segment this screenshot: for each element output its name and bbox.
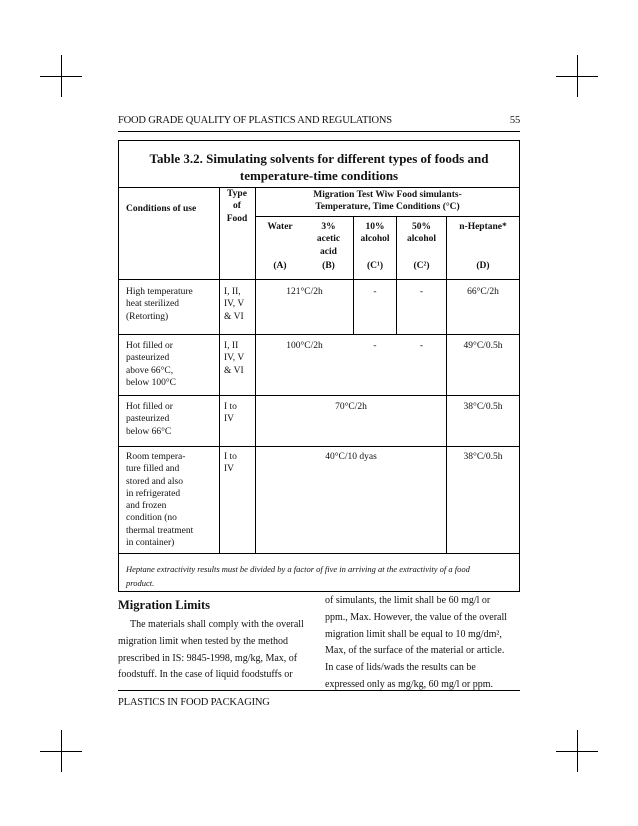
table-cell-merged: 70°C/2h bbox=[335, 402, 367, 412]
col-header-type: Type of Food bbox=[226, 189, 248, 224]
table-row-conditions: Hot filled or pasteurized below 66°C bbox=[126, 402, 173, 437]
table-row-type: I to IV bbox=[224, 452, 237, 475]
table-cell-d: 38°C/0.5h bbox=[463, 402, 503, 412]
rule bbox=[119, 187, 519, 188]
subheader-alcohol-50: 50% alcohol bbox=[406, 222, 437, 245]
rule bbox=[119, 446, 519, 447]
table-cell-d: 49°C/0.5h bbox=[463, 341, 503, 351]
subheader-heptane-code: (D) bbox=[476, 261, 490, 271]
table-cell-c1: - bbox=[373, 287, 377, 297]
running-footer: PLASTICS IN FOOD PACKAGING bbox=[118, 697, 270, 708]
table-row-conditions: High temperature heat sterilized (Retorting) bbox=[126, 287, 193, 322]
table-title-cont: temperature-time conditions bbox=[239, 168, 399, 183]
subheader-heptane: n-Heptane* bbox=[459, 222, 507, 232]
footer-rule bbox=[118, 690, 520, 691]
crop-mark bbox=[61, 730, 62, 772]
table-cell-ab: 100°C/2h bbox=[286, 341, 323, 351]
crop-mark bbox=[577, 730, 578, 772]
table-footnote: Heptane extractivity results must be divided by a factor of five in arriving at the extractivity of a food product. bbox=[126, 564, 470, 588]
table-row-type: I to IV bbox=[224, 402, 237, 425]
subheader-alcohol-50-code: (C²) bbox=[413, 261, 430, 271]
subheader-water-code: (A) bbox=[273, 261, 287, 271]
subheader-water: Water bbox=[267, 222, 293, 232]
table-row-type: I, II IV, V & VI bbox=[224, 341, 245, 376]
table-title: Table 3.2. Simulating solvents for different types of foods and bbox=[149, 151, 489, 166]
subheader-acetic: 3% acetic acid bbox=[316, 222, 341, 257]
subheader-alcohol-10: 10% alcohol bbox=[360, 222, 390, 245]
rule bbox=[255, 216, 519, 217]
col-header-conditions: Conditions of use bbox=[126, 204, 197, 214]
table-cell-merged: 40°C/10 dyas bbox=[325, 452, 377, 462]
crop-mark bbox=[577, 55, 578, 97]
rule bbox=[119, 395, 519, 396]
table-cell-d: 38°C/0.5h bbox=[463, 452, 503, 462]
rule bbox=[219, 187, 220, 553]
table-row-type: I, II, IV, V & VI bbox=[224, 287, 245, 322]
table-cell-c2: - bbox=[419, 341, 424, 351]
page-number: 55 bbox=[509, 115, 520, 126]
table bbox=[118, 140, 520, 592]
body-column-right: of simulants, the limit shall be 60 mg/l or ppm., Max. However, the value of the overall migration limit shall be equal to 10 mg/dm², Max, of the surface of the material or article. In case of lids/wads the results can be expressed only as mg/kg, 60 mg/l or ppm. bbox=[325, 595, 508, 690]
table-row-conditions: Hot filled or pasteurized above 66°C, below 100°C bbox=[126, 341, 176, 388]
rule bbox=[119, 553, 519, 554]
running-title: FOOD GRADE QUALITY OF PLASTICS AND REGULATIONS bbox=[118, 115, 392, 126]
rule bbox=[255, 187, 256, 553]
table-cell-ab: 121°C/2h bbox=[286, 287, 323, 297]
crop-mark bbox=[61, 55, 62, 97]
section-heading: Migration Limits bbox=[118, 598, 211, 612]
table-row-conditions: Room tempera- ture filled and stored and also in refrigerated and frozen condition (no thermal treatment in container) bbox=[126, 452, 194, 549]
running-header bbox=[118, 115, 520, 126]
rule bbox=[119, 279, 519, 280]
rule bbox=[119, 334, 519, 335]
body-column-left: The materials shall comply with the overall migration limit when tested by the method prescribed in IS: 9845-1998, mg/kg, Max, of foodstuff. In the case of liquid foodstuffs or bbox=[118, 619, 304, 681]
table-cell-c2: - bbox=[419, 287, 424, 297]
subheader-alcohol-10-code: (C¹) bbox=[366, 261, 384, 271]
col-header-migration: Migration Test Wiw Food simulants- Temperature, Time Conditions (°C) bbox=[313, 190, 462, 213]
table-cell-c1: - bbox=[373, 341, 377, 351]
table-cell-d: 66°C/2h bbox=[467, 287, 499, 297]
header-rule bbox=[118, 131, 520, 132]
subheader-acetic-code: (B) bbox=[322, 261, 335, 271]
